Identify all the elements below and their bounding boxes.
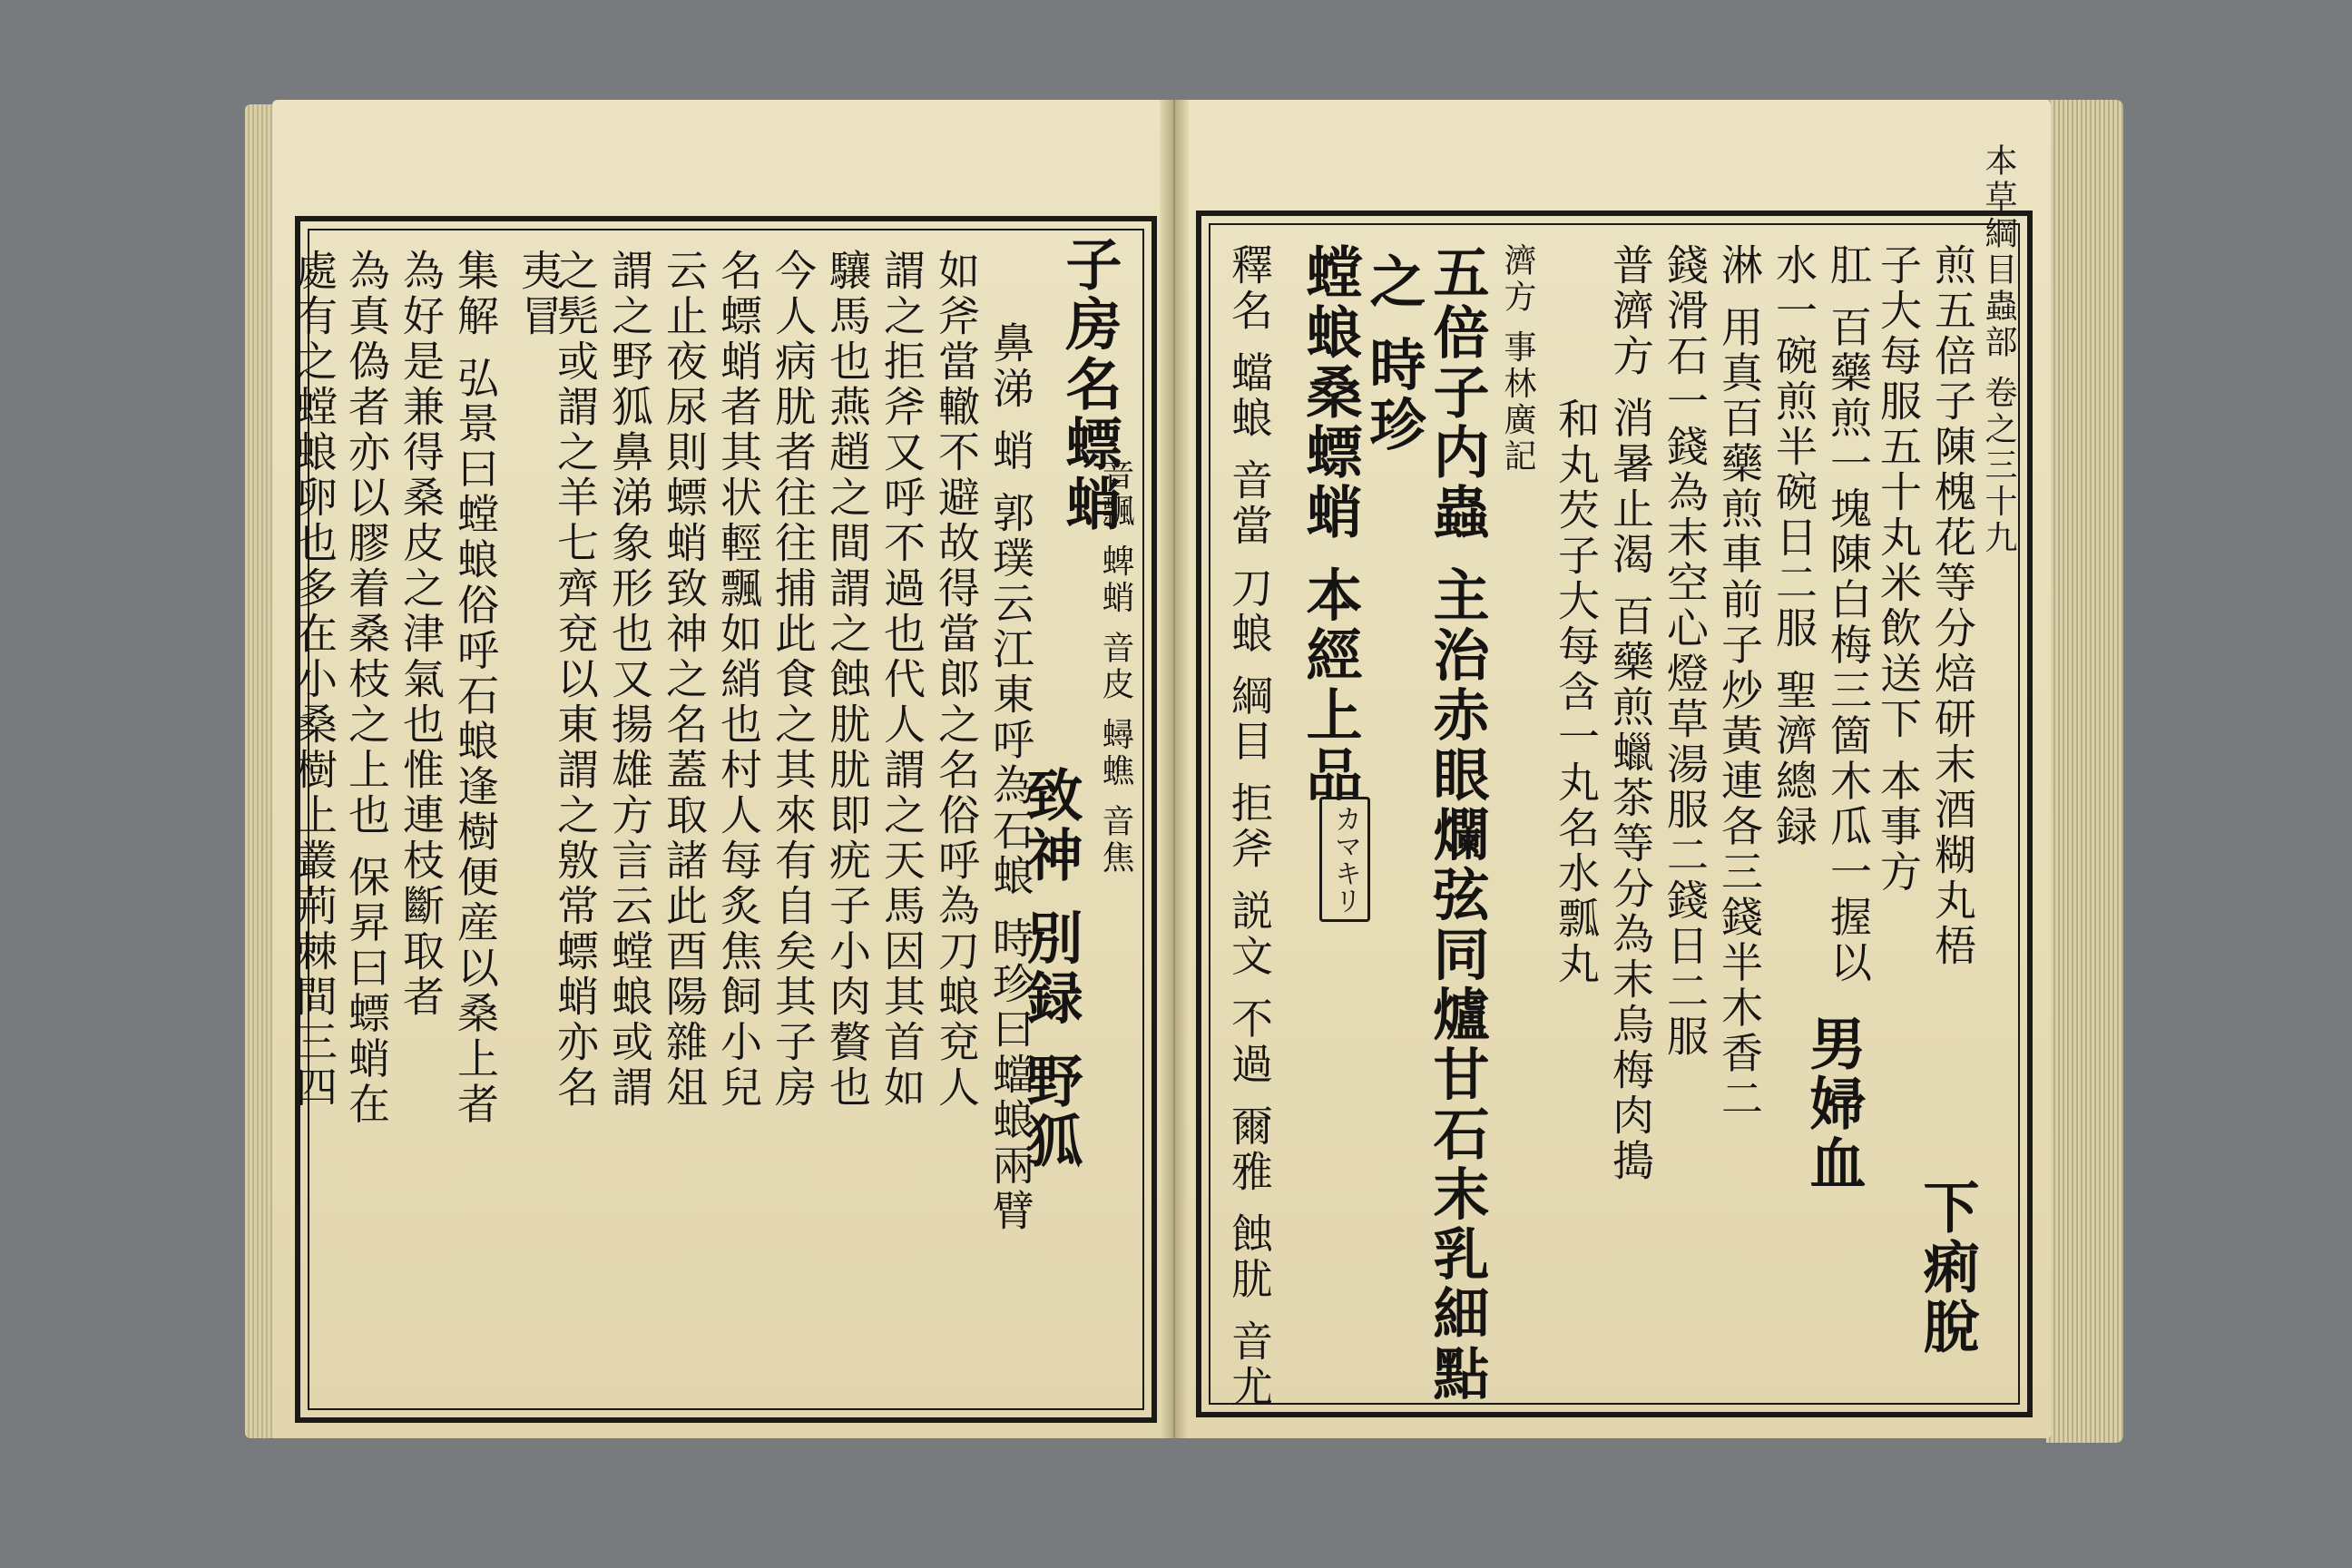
right-page-frame xyxy=(1196,143,2033,1417)
left-column-7: 名螵蛸者其状輕飄如綃也村人每炙焦飼小兒 xyxy=(714,249,763,1111)
left-column-9: 謂之野狐鼻涕象形也又揚雄方言云螳蜋或謂 xyxy=(605,249,654,1111)
right-column-2: 子大每服五十丸米飲送下 本事方 xyxy=(1874,243,1923,896)
left-column-15: 處有之螳蜋卵也多在小桑樹上叢荊棘間三四 xyxy=(289,249,338,1111)
left-column-2: 鼻涕 蛸 郭璞云江東呼為石蜋 時珍曰蟷蜋兩臂 xyxy=(986,321,1035,1234)
katakana-annotation-box: カマキリ xyxy=(1319,797,1370,922)
right-column-8: 和丸芡子大每含一丸名水瓢丸 xyxy=(1552,397,1601,987)
right-header-dysentery: 下痢脫 xyxy=(1914,1178,1980,1357)
left-collected-notes-column: 集解 弘景曰螳蜋俗呼石蜋逢樹便産以桑上者 xyxy=(451,249,500,1128)
right-running-header: 本草綱目蟲部 卷之三十九 xyxy=(1980,143,2017,557)
right-page-stack xyxy=(2046,100,2123,1443)
right-column-1: 煎五倍子陳槐花等分焙研末酒糊丸梧 xyxy=(1928,243,1977,969)
left-column-3: 如斧當轍不避故得當郎之名俗呼為刀蜋兗人 xyxy=(932,249,981,1111)
right-mantis-heading: 螳蜋桑螵蛸 本經上品 xyxy=(1297,243,1363,806)
right-source-citations: 濟方 事林廣記 xyxy=(1499,243,1536,475)
right-column-3: 肛 百藥煎一塊陳白梅三箇木瓜一握以 xyxy=(1824,243,1873,986)
right-column-6: 錢滑石一錢為末空心燈草湯服二錢日二服 xyxy=(1661,243,1710,1060)
left-column-11: 夷冒 xyxy=(514,249,564,339)
right-insect-entry-column: 五倍子内蟲 主治赤眼爛弦同爐甘石末乳細點 xyxy=(1424,243,1490,1405)
left-column-14: 為真偽者亦以膠着桑枝之上也 保昇曰螵蛸在 xyxy=(342,249,391,1128)
left-heading-column: 子房名螵蛸 xyxy=(1056,235,1122,534)
book-gutter xyxy=(1160,100,1189,1438)
left-header-annotation: 音飄 蜱蛸 音皮 蟳蟭 音焦 xyxy=(1097,457,1134,877)
left-column-10: 之髡或謂之羊七齊兗以東謂之敫常螵蛸亦名 xyxy=(551,249,600,1111)
left-page-frame xyxy=(289,216,1157,1423)
right-column-4: 水一碗煎半碗日二服 聖濟總録 xyxy=(1769,243,1818,850)
right-names-column: 釋名 蟷蜋 音當 刀蜋 綱目 拒斧 説文 不過 爾雅 蝕肬 音尤 xyxy=(1225,243,1274,1411)
right-column-attribution: 之 時珍 xyxy=(1360,252,1426,456)
left-column-4: 謂之拒斧又呼不過也代人謂之天馬因其首如 xyxy=(877,249,926,1111)
right-column-7: 普濟方 消暑止渴 百藥煎蠟茶等分為末烏梅肉搗 xyxy=(1606,243,1655,1185)
right-header-blood: 男婦血 xyxy=(1800,1014,1867,1194)
left-column-5: 驤馬也燕趙之間謂之蝕肬肬即疣子小肉贅也 xyxy=(823,249,872,1111)
right-column-5: 淋 用真百藥煎車前子炒黃連各三錢半木香二 xyxy=(1715,243,1764,1122)
left-header-aliases: 致神 別録 野狐 xyxy=(1017,766,1083,1172)
left-column-8: 云止夜尿則螵蛸致神之名蓋取諸此酉陽雜俎 xyxy=(660,249,709,1111)
left-column-6: 今人病肬者往往捕此食之其來有自矣其子房 xyxy=(769,249,818,1111)
left-column-13: 為好是兼得桑皮之津氣也惟連枝斷取者 xyxy=(397,249,446,1020)
